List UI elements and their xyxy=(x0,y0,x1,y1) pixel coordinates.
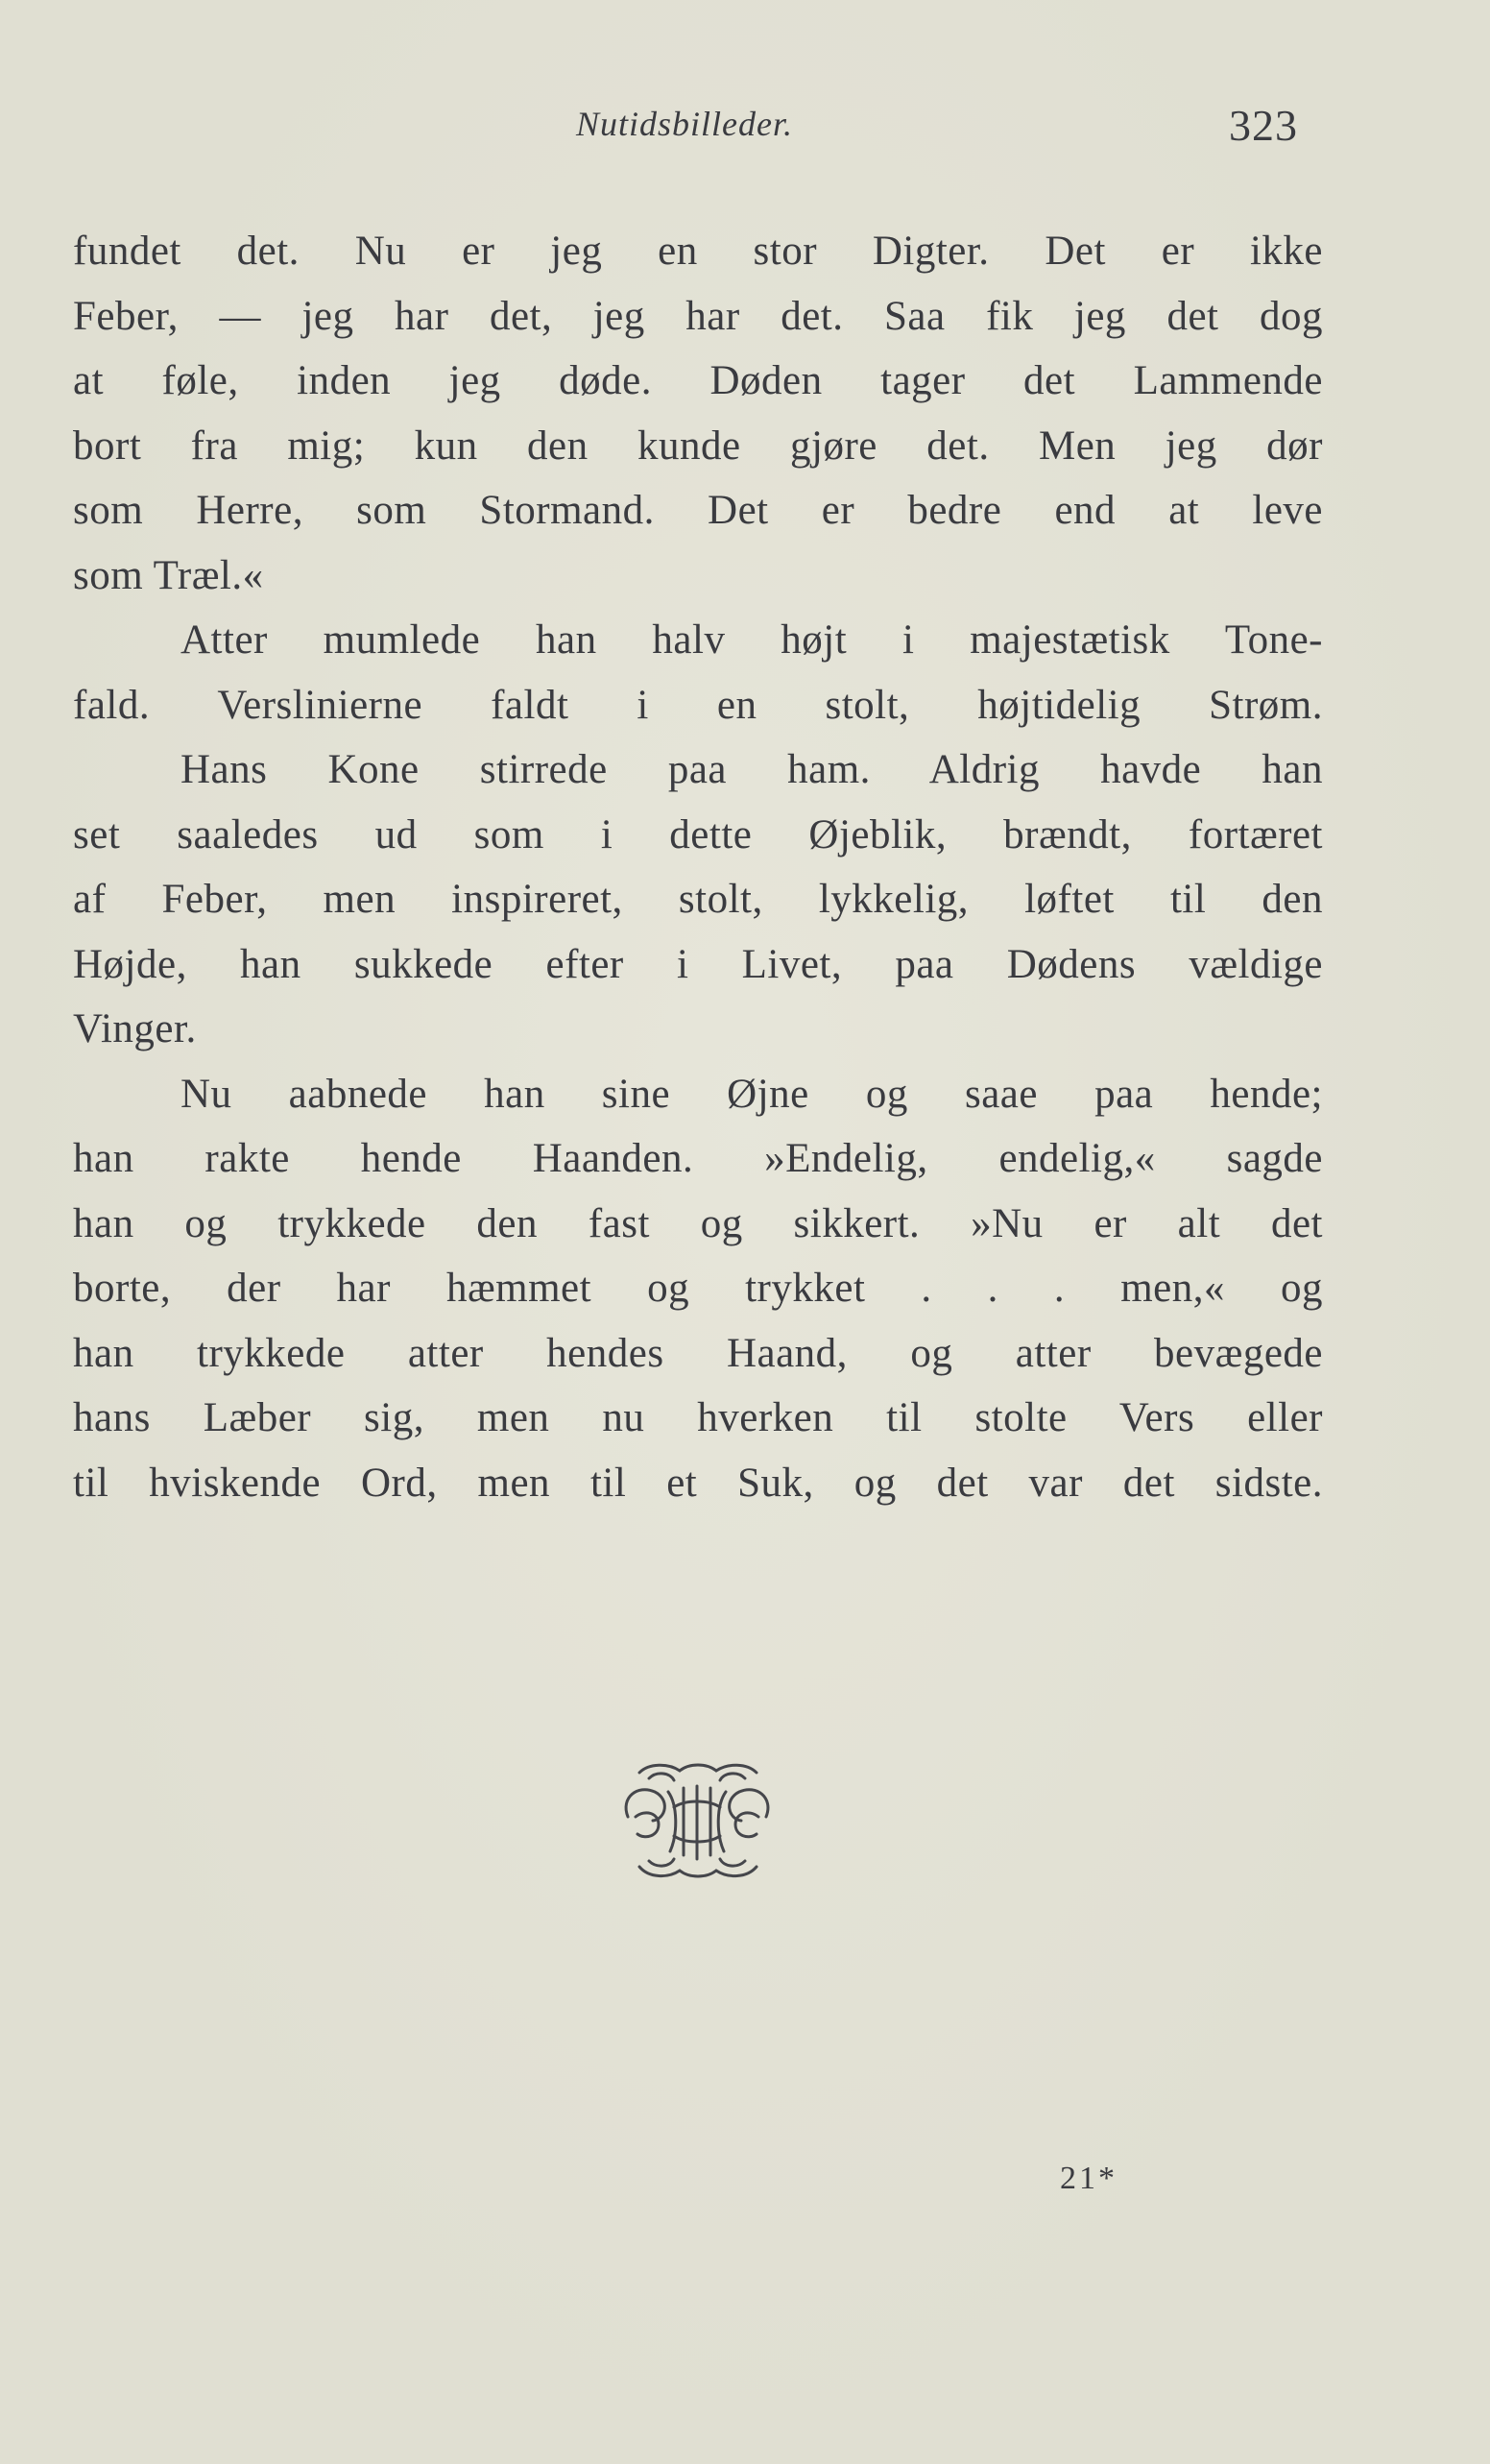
text-line: til hviskende Ord, men til et Suk, og det var det sidste. xyxy=(73,1460,1323,1506)
text-line: som Træl.« xyxy=(73,552,264,598)
text-line: han rakte hende Haanden. »Endelig, endelig,« sagde xyxy=(73,1136,1323,1181)
running-title: Nutidsbilleder. xyxy=(576,105,794,143)
text-line: Nu aabnede han sine Øjne og saae paa hende; xyxy=(180,1071,1323,1117)
text-line: han trykkede atter hendes Haand, og atter bevægede xyxy=(73,1330,1323,1376)
text-line: Feber, — jeg har det, jeg har det. Saa fik jeg det dog xyxy=(73,293,1323,339)
text-line: borte, der har hæmmet og trykket . . . men,« og xyxy=(73,1266,1323,1311)
fleuron-ornament-icon xyxy=(611,1759,783,1882)
text-line: som Herre, som Stormand. Det er bedre end at leve xyxy=(73,488,1323,533)
text-line: fundet det. Nu er jeg en stor Digter. Det er ikke xyxy=(73,229,1323,274)
body-text xyxy=(73,219,1323,1515)
text-line: han og trykkede den fast og sikkert. »Nu er alt det xyxy=(73,1200,1323,1246)
text-line: af Feber, men inspireret, stolt, lykkelig, løftet til den xyxy=(73,877,1323,922)
running-head xyxy=(0,101,1490,161)
text-line: Hans Kone stirrede paa ham. Aldrig havde han xyxy=(180,747,1323,792)
text-line: Højde, han sukkede efter i Livet, paa Dødens vældige xyxy=(73,941,1323,987)
text-line: hans Læber sig, men nu hverken til stolte Vers eller xyxy=(73,1395,1323,1440)
text-line: set saaledes ud som i dette Øjeblik, brændt, fortæret xyxy=(73,811,1323,858)
signature-mark: 21* xyxy=(1060,2161,1118,2196)
text-line: Atter mumlede han halv højt i majestætisk Tone- xyxy=(180,617,1323,663)
text-line: bort fra mig; kun den kunde gjøre det. Men jeg dør xyxy=(73,423,1323,469)
page-number: 323 xyxy=(1229,101,1298,150)
text-line: at føle, inden jeg døde. Døden tager det Lammende xyxy=(73,358,1323,403)
text-line: fald. Verslinierne faldt i en stolt, højtidelig Strøm. xyxy=(73,682,1323,728)
text-line: Vinger. xyxy=(73,1006,197,1051)
